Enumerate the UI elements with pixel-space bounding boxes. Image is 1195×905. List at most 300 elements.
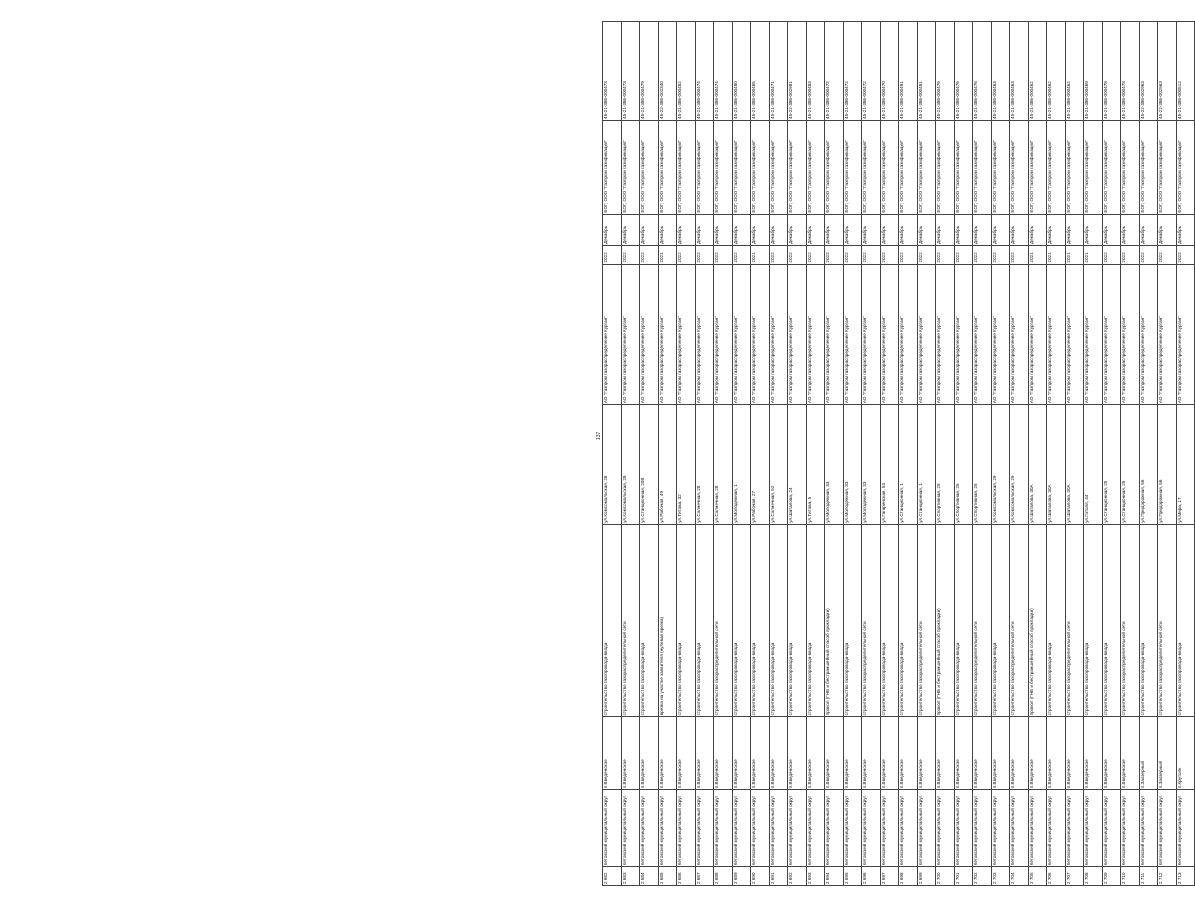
- work-type-cell: строительство газопровода-ввода: [991, 524, 1010, 717]
- month-cell: Декабрь: [1084, 214, 1103, 245]
- organization-cell: АО "Газпром газораспределение Курган": [732, 264, 751, 405]
- application-code-cell: 45-21-386-000476: [936, 22, 955, 121]
- row-number-cell: 2 713: [1176, 867, 1195, 886]
- organization-cell: АО "Газпром газораспределение Курган": [825, 264, 844, 405]
- work-type-cell: строительство газораспределительной сети: [1065, 524, 1084, 717]
- organization-cell: АО "Газпром газораспределение Курган": [695, 264, 714, 405]
- application-code-cell: 45-21-386-000481: [917, 22, 936, 121]
- work-type-cell: строительство газопровода-ввода: [677, 524, 696, 717]
- year-cell: 2022: [899, 245, 918, 264]
- row-number-cell: 2 696: [862, 867, 881, 886]
- settlement-cell: п.Введенское: [1028, 717, 1047, 790]
- application-code-cell: 45-21-386-000472: [862, 22, 881, 121]
- year-cell: 2021: [751, 245, 770, 264]
- program-cell: ЕОГ, ООО "Газпром газификация": [603, 120, 622, 214]
- row-number-cell: 2 693: [806, 867, 825, 886]
- work-type-cell: строительство газопровода-ввода: [1139, 524, 1158, 717]
- application-code-cell: 45-21-386-000462: [1028, 22, 1047, 121]
- settlement-cell: п.Заозерный: [1139, 717, 1158, 790]
- organization-cell: АО "Газпром газораспределение Курган": [1010, 264, 1029, 405]
- month-cell: Декабрь: [806, 214, 825, 245]
- work-type-cell: строительство газопровода-ввода: [1047, 524, 1066, 717]
- month-cell: Декабрь: [973, 214, 992, 245]
- settlement-cell: п.Введенское: [843, 717, 862, 790]
- year-cell: 2022: [936, 245, 955, 264]
- organization-cell: АО "Газпром газораспределение Курган": [1065, 264, 1084, 405]
- table-row: [732, 22, 751, 886]
- municipal-district-cell: Кетовский муниципальный округ: [1028, 790, 1047, 867]
- year-cell: 2022: [806, 245, 825, 264]
- municipal-district-cell: Кетовский муниципальный округ: [880, 790, 899, 867]
- table-row: [677, 22, 696, 886]
- municipal-district-cell: Кетовский муниципальный округ: [954, 790, 973, 867]
- table-row: [1084, 22, 1103, 886]
- organization-cell: АО "Газпром газораспределение Курган": [788, 264, 807, 405]
- settlement-cell: п.Введенское: [695, 717, 714, 790]
- year-cell: 2022: [880, 245, 899, 264]
- table-row: [899, 22, 918, 886]
- row-number-cell: 2 685: [658, 867, 677, 886]
- program-cell: ЕОГ, ООО "Газпром газификация": [1121, 120, 1140, 214]
- year-cell: 2022: [1121, 245, 1140, 264]
- row-number-cell: 2 710: [1121, 867, 1140, 886]
- month-cell: Декабрь: [1176, 214, 1195, 245]
- month-cell: Декабрь: [640, 214, 659, 245]
- municipal-district-cell: Кетовский муниципальный округ: [658, 790, 677, 867]
- municipal-district-cell: Кетовский муниципальный округ: [1139, 790, 1158, 867]
- work-type-cell: строительство газораспределительной сети: [862, 524, 881, 717]
- work-type-cell: строительство газопровода-ввода: [843, 524, 862, 717]
- year-cell: 2022: [640, 245, 659, 264]
- organization-cell: АО "Газпром газораспределение Курган": [769, 264, 788, 405]
- settlement-cell: п.Введенское: [788, 717, 807, 790]
- organization-cell: АО "Газпром газораспределение Курган": [936, 264, 955, 405]
- program-cell: ЕОГ, ООО "Газпром газификация": [1158, 120, 1177, 214]
- month-cell: Декабрь: [1158, 214, 1177, 245]
- table-row: [714, 22, 733, 886]
- table-row: [1028, 22, 1047, 886]
- settlement-cell: п.Введенское: [1121, 717, 1140, 790]
- year-cell: 2022: [843, 245, 862, 264]
- work-type-cell: строительство газопровода-ввода: [695, 524, 714, 717]
- table-row: [1010, 22, 1029, 886]
- program-cell: ЕОГ, ООО "Газпром газификация": [843, 120, 862, 214]
- application-code-cell: 45-22-386-002981: [788, 22, 807, 121]
- month-cell: Декабрь: [862, 214, 881, 245]
- year-cell: 2022: [991, 245, 1010, 264]
- application-code-cell: 45-21-386-000473: [621, 22, 640, 121]
- application-code-cell: 45-21-386-000472: [825, 22, 844, 121]
- organization-cell: АО "Газпром газораспределение Курган": [862, 264, 881, 405]
- row-number-cell: 2 703: [991, 867, 1010, 886]
- application-code-cell: 45-21-386-000479: [640, 22, 659, 121]
- work-type-cell: строительство газопровода-ввода: [806, 524, 825, 717]
- month-cell: Декабрь: [751, 214, 770, 245]
- row-number-cell: 2 690: [751, 867, 770, 886]
- work-type-cell: строительство газораспределительной сети: [973, 524, 992, 717]
- settlement-cell: п.Введенское: [954, 717, 973, 790]
- month-cell: Декабрь: [621, 214, 640, 245]
- month-cell: Декабрь: [954, 214, 973, 245]
- month-cell: Декабрь: [1139, 214, 1158, 245]
- program-cell: ЕОГ, ООО "Газпром газификация": [1028, 120, 1047, 214]
- work-type-cell: прокол (ГНБ и бестраншейный способ прокладки): [825, 524, 844, 717]
- application-code-cell: 45-21-386-000476: [973, 22, 992, 121]
- row-number-cell: 2 688: [714, 867, 733, 886]
- row-number-cell: 2 687: [695, 867, 714, 886]
- application-code-cell: 45-22-386-002963: [1158, 22, 1177, 121]
- address-cell: ул.Молодежная, 33: [825, 405, 844, 525]
- table-row: [1121, 22, 1140, 886]
- program-cell: ЕОГ, ООО "Газпром газификация": [695, 120, 714, 214]
- work-type-cell: строительство газопровода-ввода: [640, 524, 659, 717]
- address-cell: ул.Шаталова, 30А: [1047, 405, 1066, 525]
- work-type-cell: строительство газораспределительной сети: [1121, 524, 1140, 717]
- work-type-cell: врезка на участке заявителя (нулевая врезка): [658, 524, 677, 717]
- address-cell: ул.Шаталова, 24: [788, 405, 807, 525]
- program-cell: ЕОГ, ООО "Газпром газификация": [788, 120, 807, 214]
- address-cell: ул.Готоля, 44: [1084, 405, 1103, 525]
- work-type-cell: строительство газораспределительной сети: [714, 524, 733, 717]
- municipal-district-cell: Кетовский муниципальный округ: [899, 790, 918, 867]
- municipal-district-cell: Кетовский муниципальный округ: [843, 790, 862, 867]
- row-number-cell: 2 695: [843, 867, 862, 886]
- address-cell: ул.Молодежная, 33: [843, 405, 862, 525]
- settlement-cell: п.Введенское: [880, 717, 899, 790]
- program-cell: ЕОГ, ООО "Газпром газификация": [677, 120, 696, 214]
- table-row: [991, 22, 1010, 886]
- program-cell: ЕОГ, ООО "Газпром газификация": [732, 120, 751, 214]
- year-cell: 2022: [1139, 245, 1158, 264]
- month-cell: Декабрь: [917, 214, 936, 245]
- month-cell: Декабрь: [880, 214, 899, 245]
- municipal-district-cell: Кетовский муниципальный округ: [621, 790, 640, 867]
- program-cell: ЕОГ, ООО "Газпром газификация": [1139, 120, 1158, 214]
- program-cell: ЕОГ, ООО "Газпром газификация": [769, 120, 788, 214]
- application-code-cell: 45-21-386-000473: [603, 22, 622, 121]
- application-code-cell: 45-21-386-000512: [1176, 22, 1195, 121]
- address-cell: ул.Спортивная, 25: [954, 405, 973, 525]
- row-number-cell: 2 694: [825, 867, 844, 886]
- work-type-cell: строительство газопровода-ввода: [603, 524, 622, 717]
- row-number-cell: 2 689: [732, 867, 751, 886]
- organization-cell: АО "Газпром газораспределение Курган": [603, 264, 622, 405]
- year-cell: 2022: [677, 245, 696, 264]
- work-type-cell: строительство газопровода-ввода: [954, 524, 973, 717]
- program-cell: ЕОГ, ООО "Газпром газификация": [621, 120, 640, 214]
- month-cell: Декабрь: [732, 214, 751, 245]
- address-cell: ул.Спортивная, 25: [936, 405, 955, 525]
- settlement-cell: п.Введенское: [917, 717, 936, 790]
- municipal-district-cell: Кетовский муниципальный округ: [1084, 790, 1103, 867]
- row-number-cell: 2 701: [954, 867, 973, 886]
- month-cell: Декабрь: [991, 214, 1010, 245]
- address-cell: ул.Солнечная, 28: [695, 405, 714, 525]
- address-cell: ул.Станционная, 20В: [640, 405, 659, 525]
- application-code-cell: 45-21-386-000463: [991, 22, 1010, 121]
- row-number-cell: 2 709: [1102, 867, 1121, 886]
- work-type-cell: строительство газопровода-ввода: [880, 524, 899, 717]
- table-row: [917, 22, 936, 886]
- month-cell: Декабрь: [1028, 214, 1047, 245]
- application-code-cell: 45-21-386-000476: [954, 22, 973, 121]
- settlement-cell: п.Заозерный: [1158, 717, 1177, 790]
- address-cell: ул.Придорожная, 56: [1158, 405, 1177, 525]
- table-row: [603, 22, 622, 886]
- table-row: [621, 22, 640, 886]
- table-row: [806, 22, 825, 886]
- month-cell: Декабрь: [769, 214, 788, 245]
- settlement-cell: п.Введенское: [751, 717, 770, 790]
- settlement-cell: п.Введенское: [769, 717, 788, 790]
- settlement-cell: п.Введенское: [1010, 717, 1029, 790]
- settlement-cell: п.Введенское: [677, 717, 696, 790]
- organization-cell: АО "Газпром газораспределение Курган": [991, 264, 1010, 405]
- settlement-cell: п.Введенское: [621, 717, 640, 790]
- program-cell: ЕОГ, ООО "Газпром газификация": [714, 120, 733, 214]
- application-code-cell: 45-22-386-002340: [658, 22, 677, 121]
- application-code-cell: 45-22-386-002963: [1139, 22, 1158, 121]
- organization-cell: АО "Газпром газораспределение Курган": [1121, 264, 1140, 405]
- organization-cell: АО "Газпром газораспределение Курган": [880, 264, 899, 405]
- year-cell: 2022: [973, 245, 992, 264]
- table-row: [1139, 22, 1158, 886]
- table-row: [769, 22, 788, 886]
- program-cell: ЕОГ, ООО "Газпром газификация": [1010, 120, 1029, 214]
- municipal-district-cell: Кетовский муниципальный округ: [1047, 790, 1066, 867]
- program-cell: ЕОГ, ООО "Газпром газификация": [917, 120, 936, 214]
- year-cell: 2022: [917, 245, 936, 264]
- row-number-cell: 2 700: [936, 867, 955, 886]
- municipal-district-cell: Кетовский муниципальный округ: [1065, 790, 1084, 867]
- application-code-cell: 45-21-386-000470: [880, 22, 899, 121]
- application-code-cell: 45-21-386-000462: [1047, 22, 1066, 121]
- address-cell: ул.Титова, 5: [806, 405, 825, 525]
- program-cell: ЕОГ, ООО "Газпром газификация": [1102, 120, 1121, 214]
- work-type-cell: строительство газопровода-ввода: [732, 524, 751, 717]
- month-cell: Декабрь: [936, 214, 955, 245]
- row-number-cell: 2 686: [677, 867, 696, 886]
- year-cell: 2022: [862, 245, 881, 264]
- program-cell: ЕОГ, ООО "Газпром газификация": [880, 120, 899, 214]
- program-cell: ЕОГ, ООО "Газпром газификация": [806, 120, 825, 214]
- row-number-cell: 2 711: [1139, 867, 1158, 886]
- address-cell: ул.Шаталова, 30А: [1065, 405, 1084, 525]
- program-cell: ЕОГ, ООО "Газпром газификация": [973, 120, 992, 214]
- municipal-district-cell: Кетовский муниципальный округ: [806, 790, 825, 867]
- organization-cell: АО "Газпром газораспределение Курган": [806, 264, 825, 405]
- year-cell: 2022: [1010, 245, 1029, 264]
- table-row: [1176, 22, 1195, 886]
- year-cell: 2021: [1084, 245, 1103, 264]
- work-type-cell: прокол (ГНБ и бестраншейный способ прокладки): [936, 524, 955, 717]
- application-code-cell: 45-21-386-000478: [1102, 22, 1121, 121]
- address-cell: ул.Спортивная, 25: [973, 405, 992, 525]
- municipal-district-cell: Кетовский муниципальный округ: [936, 790, 955, 867]
- settlement-cell: п.Введенское: [899, 717, 918, 790]
- organization-cell: АО "Газпром газораспределение Курган": [1176, 264, 1195, 405]
- organization-cell: АО "Газпром газораспределение Курган": [917, 264, 936, 405]
- program-cell: ЕОГ, ООО "Газпром газификация": [825, 120, 844, 214]
- settlement-cell: п.Введенское: [1084, 717, 1103, 790]
- address-cell: ул.Титова, 32: [677, 405, 696, 525]
- work-type-cell: строительство газопровода-ввода: [769, 524, 788, 717]
- year-cell: 2022: [825, 245, 844, 264]
- year-cell: 2022: [621, 245, 640, 264]
- organization-cell: АО "Газпром газораспределение Курган": [1139, 264, 1158, 405]
- program-cell: ЕОГ, ООО "Газпром газификация": [899, 120, 918, 214]
- municipal-district-cell: Кетовский муниципальный округ: [788, 790, 807, 867]
- row-number-cell: 2 712: [1158, 867, 1177, 886]
- settlement-cell: п.Введенское: [991, 717, 1010, 790]
- organization-cell: АО "Газпром газораспределение Курган": [1028, 264, 1047, 405]
- month-cell: Декабрь: [1065, 214, 1084, 245]
- program-cell: ЕОГ, ООО "Газпром газификация": [991, 120, 1010, 214]
- organization-cell: АО "Газпром газораспределение Курган": [1102, 264, 1121, 405]
- application-code-cell: 45-21-386-000480: [732, 22, 751, 121]
- row-number-cell: 2 702: [973, 867, 992, 886]
- gasification-table: [602, 21, 1195, 886]
- month-cell: Декабрь: [1047, 214, 1066, 245]
- table-row: [788, 22, 807, 886]
- table-row: [973, 22, 992, 886]
- work-type-cell: строительство газопровода-ввода: [1102, 524, 1121, 717]
- row-number-cell: 2 682: [603, 867, 622, 886]
- address-cell: ул.Станционная, 1: [917, 405, 936, 525]
- month-cell: Декабрь: [788, 214, 807, 245]
- year-cell: 2021: [1065, 245, 1084, 264]
- municipal-district-cell: Кетовский муниципальный округ: [732, 790, 751, 867]
- municipal-district-cell: Кетовский муниципальный округ: [714, 790, 733, 867]
- row-number-cell: 2 691: [769, 867, 788, 886]
- month-cell: Декабрь: [658, 214, 677, 245]
- table-row: [843, 22, 862, 886]
- table-row: [695, 22, 714, 886]
- organization-cell: АО "Газпром газораспределение Курган": [1047, 264, 1066, 405]
- table-row: [954, 22, 973, 886]
- table-body: [603, 22, 1195, 886]
- row-number-cell: 2 683: [621, 867, 640, 886]
- gasification-table-container: [602, 21, 1182, 886]
- organization-cell: АО "Газпром газораспределение Курган": [714, 264, 733, 405]
- program-cell: ЕОГ, ООО "Газпром газификация": [1047, 120, 1066, 214]
- municipal-district-cell: Кетовский муниципальный округ: [1102, 790, 1121, 867]
- municipal-district-cell: Кетовский муниципальный округ: [973, 790, 992, 867]
- year-cell: 2021: [1047, 245, 1066, 264]
- row-number-cell: 2 704: [1010, 867, 1029, 886]
- row-number-cell: 2 706: [1047, 867, 1066, 886]
- settlement-cell: п.Введенское: [825, 717, 844, 790]
- municipal-district-cell: Кетовский муниципальный округ: [1010, 790, 1029, 867]
- row-number-cell: 2 708: [1084, 867, 1103, 886]
- work-type-cell: строительство газопровода-ввода: [899, 524, 918, 717]
- settlement-cell: п.Введенское: [1047, 717, 1066, 790]
- work-type-cell: строительство газораспределительной сети: [917, 524, 936, 717]
- program-cell: ЕОГ, ООО "Газпром газификация": [1084, 120, 1103, 214]
- application-code-cell: 45-21-386-000472: [843, 22, 862, 121]
- address-cell: ул.Комсомольская, 29: [1010, 405, 1029, 525]
- municipal-district-cell: Кетовский муниципальный округ: [677, 790, 696, 867]
- municipal-district-cell: Кетовский муниципальный округ: [991, 790, 1010, 867]
- settlement-cell: п.Введенское: [862, 717, 881, 790]
- municipal-district-cell: Кетовский муниципальный округ: [862, 790, 881, 867]
- organization-cell: АО "Газпром газораспределение Курган": [658, 264, 677, 405]
- organization-cell: АО "Газпром газораспределение Курган": [954, 264, 973, 405]
- application-code-cell: 45-21-386-000469: [1084, 22, 1103, 121]
- address-cell: ул.Солнечная, 52: [769, 405, 788, 525]
- settlement-cell: п.Введенское: [658, 717, 677, 790]
- application-code-cell: 45-21-386-000474: [714, 22, 733, 121]
- organization-cell: АО "Газпром газораспределение Курган": [640, 264, 659, 405]
- address-cell: ул.Молодежная, 1: [732, 405, 751, 525]
- settlement-cell: п.Введенское: [973, 717, 992, 790]
- work-type-cell: строительство газораспределительной сети: [1010, 524, 1029, 717]
- settlement-cell: п.Введенское: [732, 717, 751, 790]
- program-cell: ЕОГ, ООО "Газпром газификация": [640, 120, 659, 214]
- table-row: [1158, 22, 1177, 886]
- program-cell: ЕОГ, ООО "Газпром газификация": [862, 120, 881, 214]
- address-cell: ул.Рабочая, 49: [658, 405, 677, 525]
- year-cell: 2021: [658, 245, 677, 264]
- row-number-cell: 2 692: [788, 867, 807, 886]
- settlement-cell: п.Введенское: [714, 717, 733, 790]
- address-cell: ул.Комсомольская, 29: [991, 405, 1010, 525]
- work-type-cell: строительство газораспределительной сети: [1158, 524, 1177, 717]
- year-cell: 2022: [788, 245, 807, 264]
- address-cell: ул.Гагаринская, 53: [880, 405, 899, 525]
- address-cell: ул.Солнечная, 28: [714, 405, 733, 525]
- organization-cell: АО "Газпром газораспределение Курган": [1158, 264, 1177, 405]
- year-cell: 2022: [1158, 245, 1177, 264]
- month-cell: Декабрь: [603, 214, 622, 245]
- table-row: [640, 22, 659, 886]
- application-code-cell: 45-21-386-000474: [695, 22, 714, 121]
- page-number: 137: [596, 431, 602, 440]
- table-row: [658, 22, 677, 886]
- month-cell: Декабрь: [843, 214, 862, 245]
- organization-cell: АО "Газпром газораспределение Курган": [621, 264, 640, 405]
- municipal-district-cell: Кетовский муниципальный округ: [769, 790, 788, 867]
- program-cell: ЕОГ, ООО "Газпром газификация": [1176, 120, 1195, 214]
- settlement-cell: п.Введенское: [603, 717, 622, 790]
- application-code-cell: 45-21-386-000482: [677, 22, 696, 121]
- settlement-cell: п.Введенское: [806, 717, 825, 790]
- month-cell: Декабрь: [1010, 214, 1029, 245]
- organization-cell: АО "Газпром газораспределение Курган": [899, 264, 918, 405]
- settlement-cell: п.Введенское: [936, 717, 955, 790]
- organization-cell: АО "Газпром газораспределение Курган": [973, 264, 992, 405]
- address-cell: ул.Рабочая, 27: [751, 405, 770, 525]
- organization-cell: АО "Газпром газораспределение Курган": [751, 264, 770, 405]
- program-cell: ЕОГ, ООО "Газпром газификация": [1065, 120, 1084, 214]
- program-cell: ЕОГ, ООО "Газпром газификация": [954, 120, 973, 214]
- month-cell: Декабрь: [1102, 214, 1121, 245]
- work-type-cell: строительство газопровода-ввода: [788, 524, 807, 717]
- table-row: [880, 22, 899, 886]
- municipal-district-cell: Кетовский муниципальный округ: [1176, 790, 1195, 867]
- work-type-cell: строительство газопровода-ввода: [1176, 524, 1195, 717]
- program-cell: ЕОГ, ООО "Газпром газификация": [751, 120, 770, 214]
- month-cell: Декабрь: [899, 214, 918, 245]
- address-cell: ул.Придорожная, 56: [1139, 405, 1158, 525]
- address-cell: ул.Молодежная, 33: [862, 405, 881, 525]
- program-cell: ЕОГ, ООО "Газпром газификация": [658, 120, 677, 214]
- municipal-district-cell: Кетовский муниципальный округ: [917, 790, 936, 867]
- address-cell: ул.Комсомольская, 28: [603, 405, 622, 525]
- year-cell: 2022: [954, 245, 973, 264]
- month-cell: Декабрь: [1121, 214, 1140, 245]
- municipal-district-cell: Кетовский муниципальный округ: [825, 790, 844, 867]
